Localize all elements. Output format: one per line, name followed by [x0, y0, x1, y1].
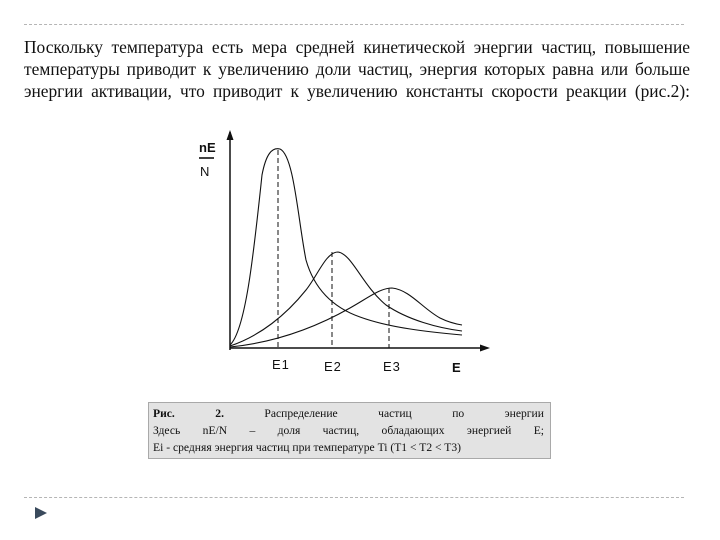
paragraph-line-3: энергии активации, что приводит к увеличению константы скорости реакции (рис.2): [24, 81, 690, 101]
energy-distribution-figure [190, 130, 500, 380]
x-axis-arrow-icon [480, 345, 490, 352]
curve-t3 [230, 288, 462, 347]
figure-caption [148, 402, 551, 459]
y-axis-arrow-icon [227, 130, 234, 140]
marker-label-e3: E3 [383, 359, 400, 374]
caption-fig-number: 2. [215, 407, 224, 420]
curve-t1 [230, 149, 462, 345]
paragraph-line-2: температуры приводит к увеличению доли частиц, энергия которых равна или больше [24, 59, 690, 79]
y-label-top: nE [199, 140, 216, 155]
caption-word: Распределение [264, 407, 338, 420]
body-paragraph [24, 36, 690, 102]
marker-label-e1: E1 [272, 357, 289, 372]
curve-t2 [230, 252, 462, 346]
y-label-bottom: N [200, 164, 210, 179]
bottom-divider [24, 497, 684, 498]
marker-label-e2: E2 [324, 359, 341, 374]
caption-line-1 [153, 405, 544, 422]
caption-word: энергии [504, 407, 544, 420]
triangle-right-icon[interactable] [34, 506, 48, 520]
caption-line-3: Ei - средняя энергия частиц при температуре Ti (T1 < T2 < T3) [153, 441, 461, 454]
caption-word: частиц [378, 407, 412, 420]
x-axis-label: E [452, 360, 461, 375]
caption-fig-label: Рис. [153, 407, 175, 420]
caption-line-2: Здесь nE/N – доля частиц, обладающих энергией E; [153, 424, 544, 437]
caption-word: по [452, 407, 465, 420]
top-divider [24, 24, 684, 25]
paragraph-line-1: Поскольку температура есть мера средней кинетической энергии частиц, повышение [24, 37, 690, 57]
